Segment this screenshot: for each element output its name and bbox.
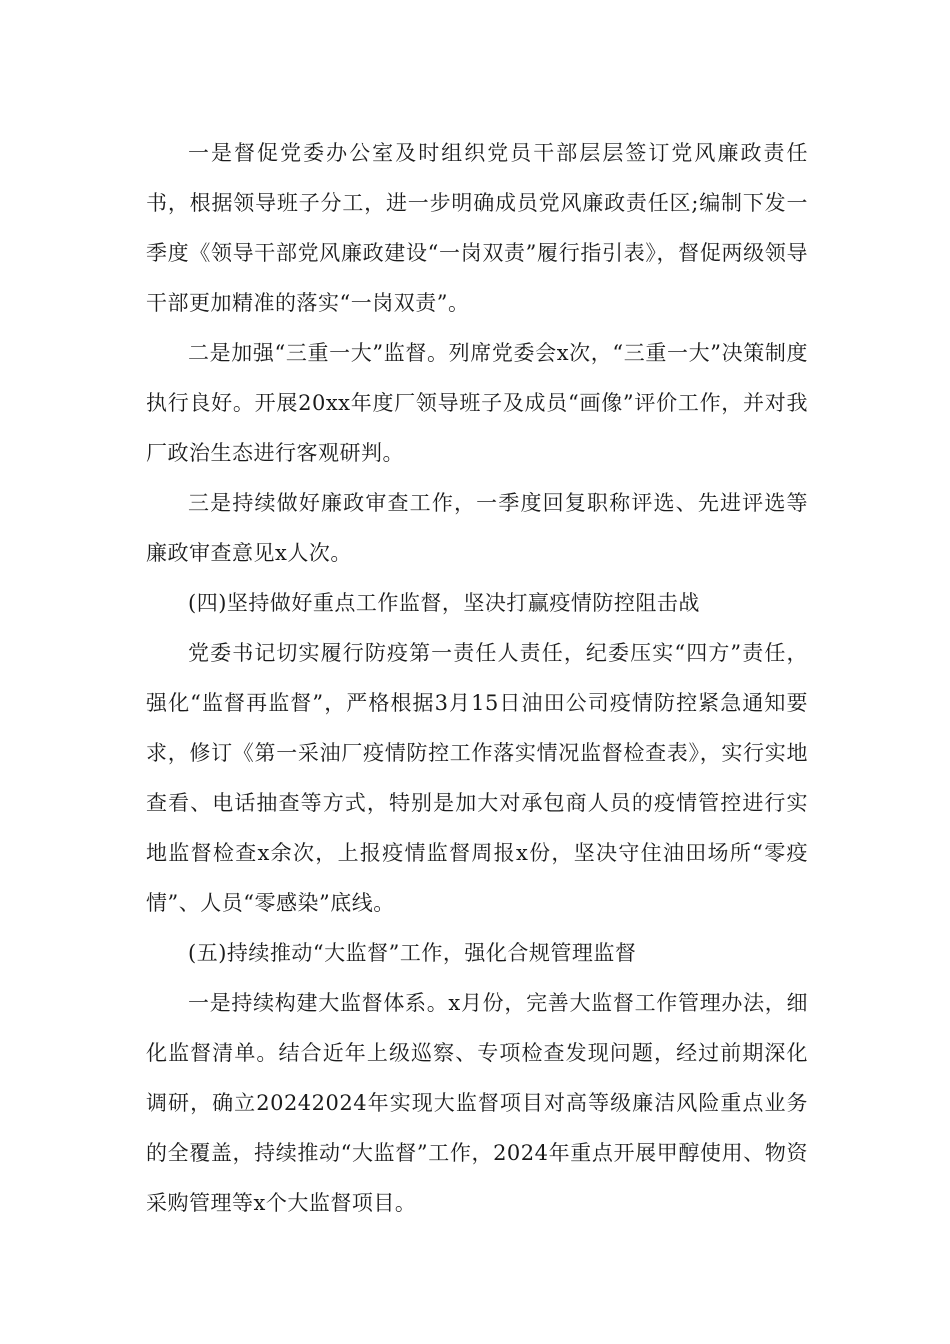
section-heading-four: (四)坚持做好重点工作监督，坚决打赢疫情防控阻击战	[188, 591, 700, 615]
paragraph-supervise-party-office: 一是督促党委办公室及时组织党员干部层层签订党风廉政责任书，根据领导班子分工，进一步明确成员党风廉政责任区;编制下发一季度《领导干部党风廉政建设“一岗双责”履行指引表》，督促两级领导干部更加精准的落实“一岗双责”。	[146, 141, 808, 315]
paragraph-integrity-review: 三是持续做好廉政审查工作，一季度回复职称评选、先进评选等廉政审查意见x人次。	[146, 491, 808, 565]
section-heading-five: (五)持续推动“大监督”工作，强化合规管理监督	[188, 941, 637, 965]
document-body	[146, 128, 808, 1228]
paragraph-three-important-one-large: 二是加强“三重一大”监督。列席党委会x次，“三重一大”决策制度执行良好。开展20xx年度厂领导班子及成员“画像”评价工作，并对我厂政治生态进行客观研判。	[146, 341, 808, 465]
paragraph-big-supervision-system: 一是持续构建大监督体系。x月份，完善大监督工作管理办法，细化监督清单。结合近年上级巡察、专项检查发现问题，经过前期深化调研，确立20242024年实现大监督项目对高等级廉洁风险重点业务的全覆盖，持续推动“大监督”工作，2024年重点开展甲醇使用、物资采购管理等x个大监督项目。	[146, 991, 808, 1215]
paragraph-epidemic-supervision: 党委书记切实履行防疫第一责任人责任，纪委压实“四方”责任，强化“监督再监督”，严格根据3月15日油田公司疫情防控紧急通知要求，修订《第一采油厂疫情防控工作落实情况监督检查表》，实行实地查看、电话抽查等方式，特别是加大对承包商人员的疫情管控进行实地监督检查x余次，上报疫情监督周报x份，坚决守住油田场所“零疫情”、人员“零感染”底线。	[146, 641, 808, 915]
